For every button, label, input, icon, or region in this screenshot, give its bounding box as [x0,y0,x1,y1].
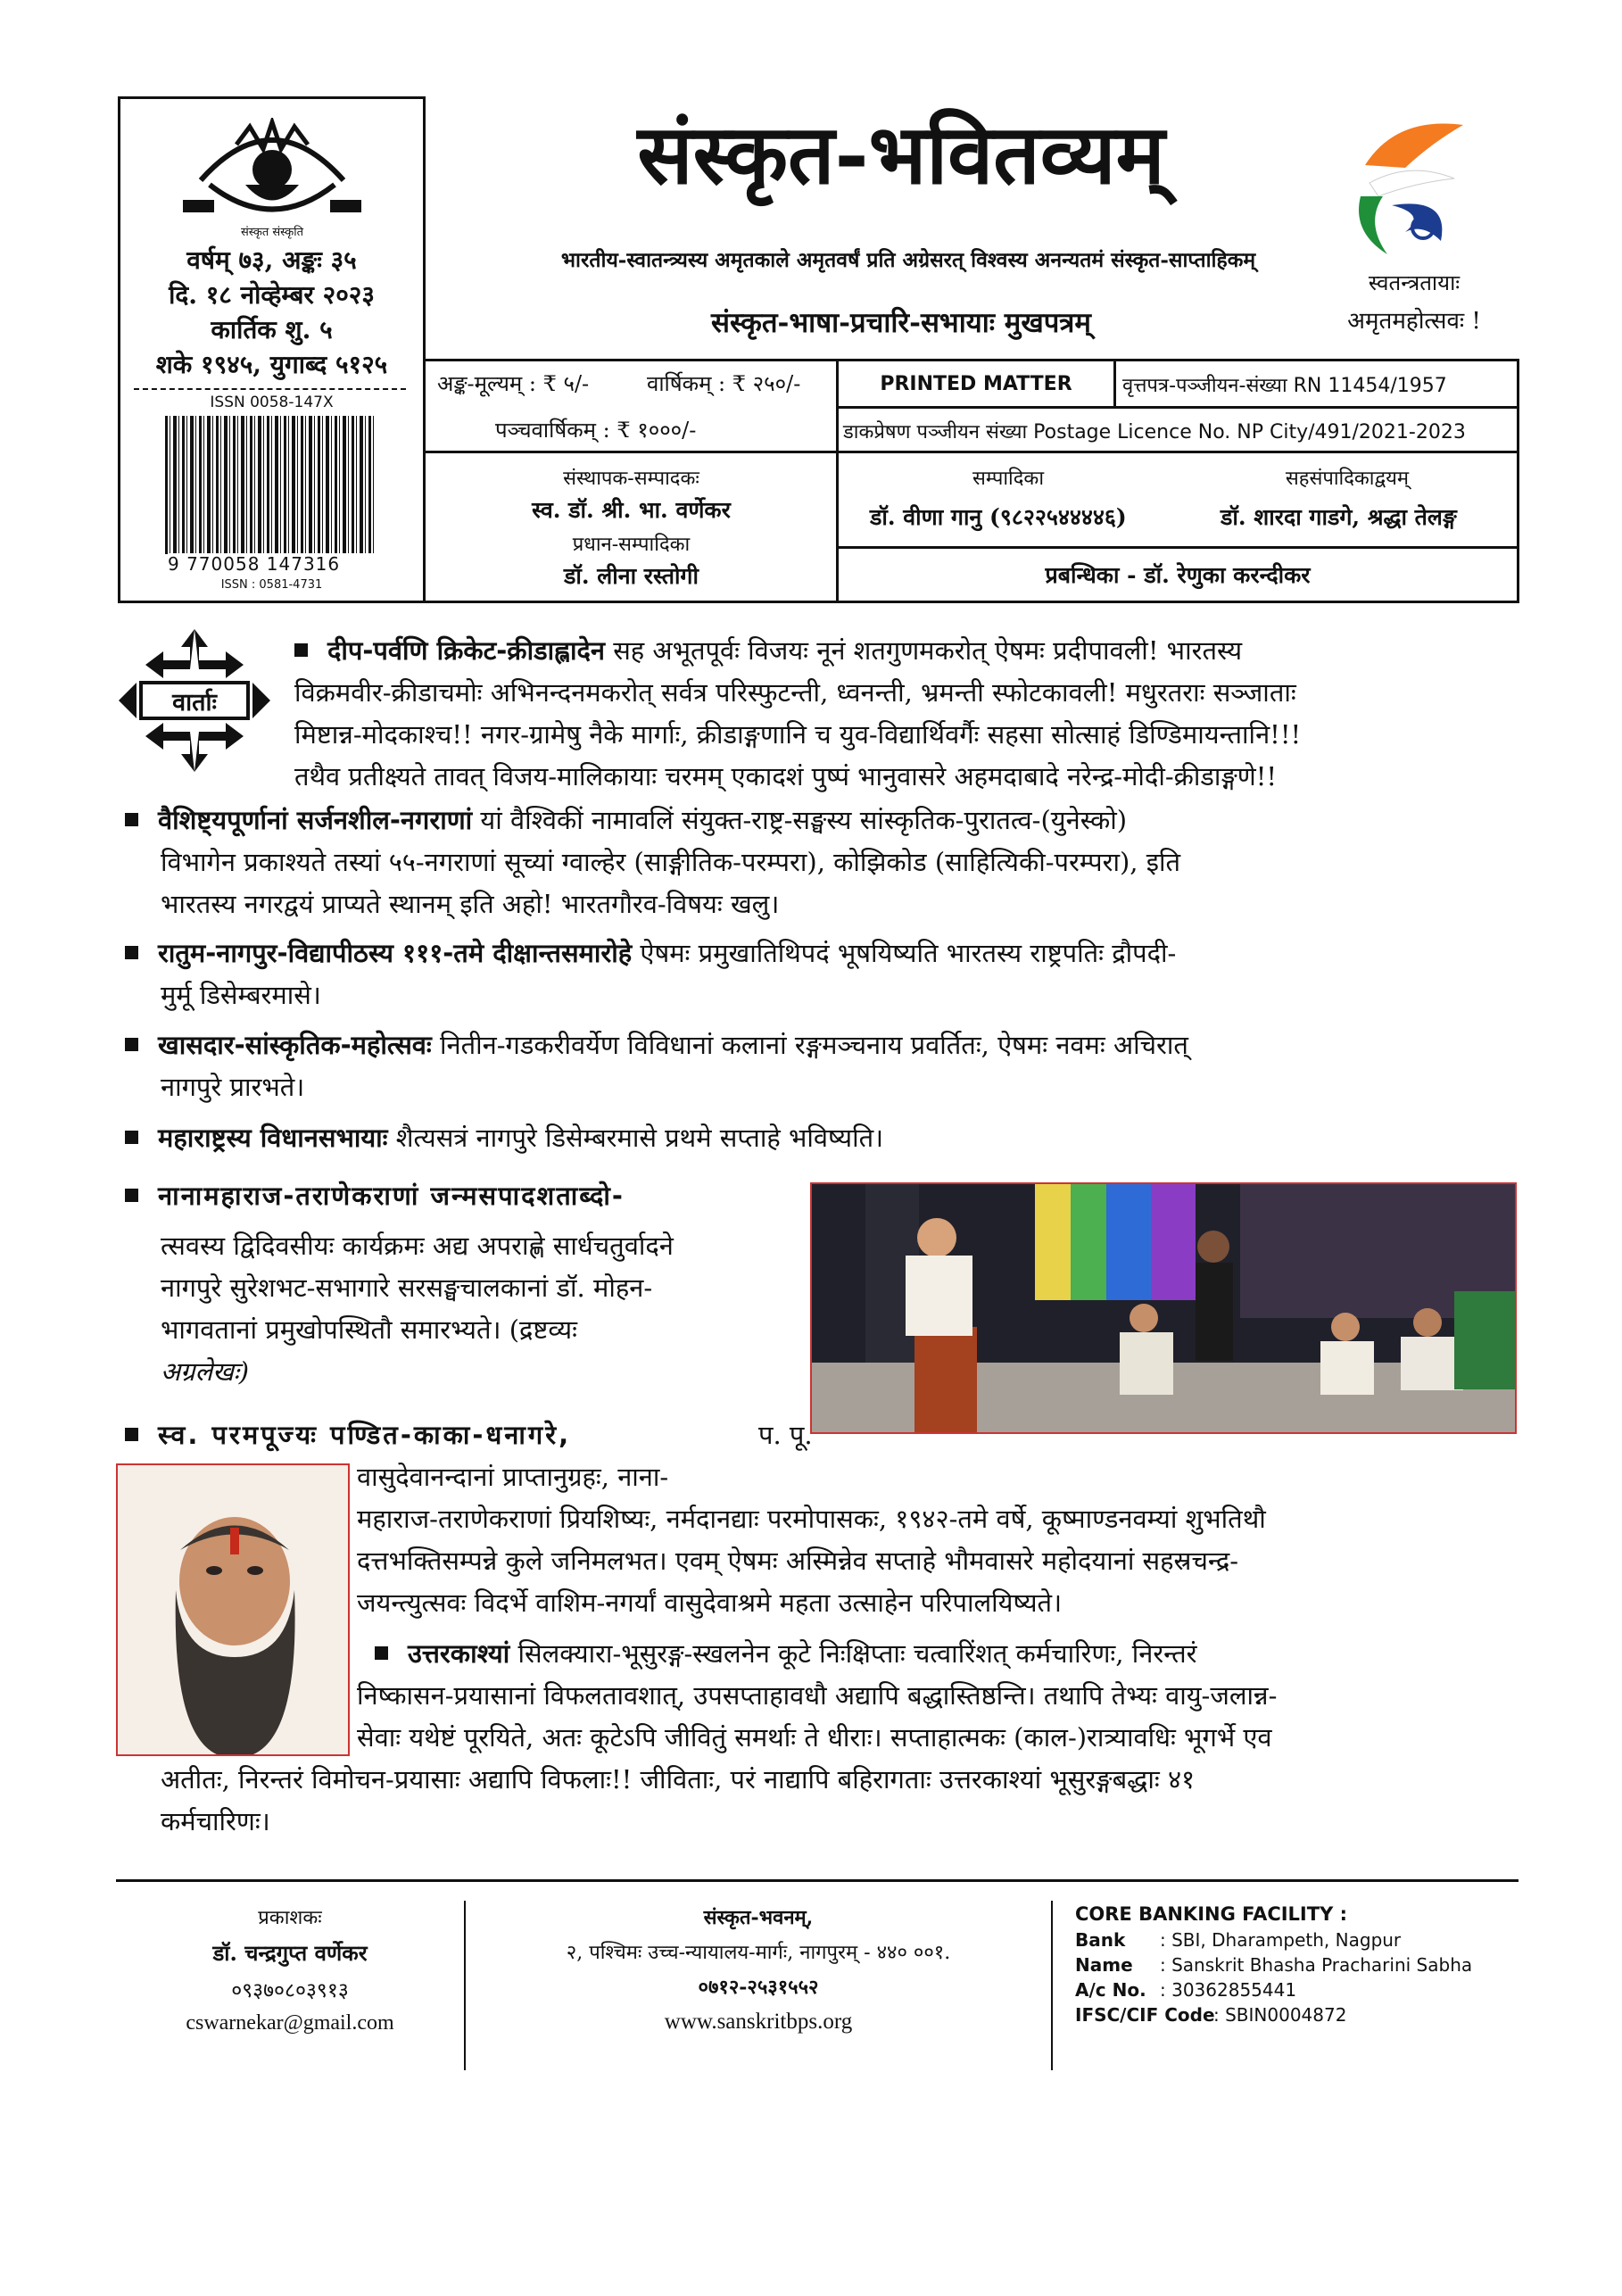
news-text: नागपुरे सुरेशभट-सभागारे सरसङ्घचालकानां डॉ. मोहन- [161,1272,653,1303]
news-headline: वैशिष्ट्यपूर्णानां सर्जनशील-नगराणां [158,805,473,835]
news-text: मिष्टान्न-मोदकाश्च!! नगर-ग्रामेषु नैके मार्गाः, क्रीडाङ्गणानि च युव-विद्यार्थिवर्गैः सहसा सोत्साहं डिण्डिमायन्तानि!!! [294,719,1302,750]
news-headline: दीप-पर्वणि क्रिकेट-क्रीडाह्लादेन [327,635,605,666]
bank-key: Bank [1075,1929,1126,1951]
publisher-email[interactable]: cswarnekar@gmail.com [186,2011,394,2035]
five-year-price: पञ्चवार्षिकम् : ₹ १०००/- [495,418,697,443]
grid-line [1517,359,1519,603]
news-text: मुर्मू डिसेम्बरमासे। [161,980,321,1010]
chief-editor-name: डॉ. लीना रस्तोगी [564,563,699,589]
portrait-photo [116,1463,350,1756]
grid-line [426,451,1519,453]
bullet-icon [125,1428,138,1441]
bank-value: : SBI, Dharampeth, Nagpur [1160,1929,1402,1951]
bullet-icon [125,813,138,826]
news-text: भागवतानां प्रमुखोपस्थितौ समारभ्यते। (द्रष्टव्यः [161,1314,577,1345]
registration-number: वृत्तपत्र-पञ्जीयन-संख्या RN 11454/1957 [1122,375,1447,397]
news-text: नागपुरे प्रारभते। [161,1072,305,1102]
emblem-caption-2: अमृतमहोत्सवः ! [1347,308,1481,335]
grid-line [426,601,1519,603]
news-item [125,1024,1517,1066]
amrit-mahotsav-emblem [1343,98,1477,268]
news-text: तथैव प्रतीक्ष्यते तावत् विजय-मालिकायाः चरमम् एकादशं पुष्पं भानुवासरे अहमदाबादे नरेन्द्र-मोदी-क्रीडाङ्गणे!! [294,761,1278,792]
news-text: कर्मचारिणः। [161,1806,270,1836]
dashed-divider [134,388,406,390]
news-text: भारतस्य नगरद्वयं प्राप्यते स्थानम् इति अहो! भारतगौरव-विषयः खलु। [161,889,780,919]
news-item [125,800,1517,841]
issn-top: ISSN 0058-147X [210,394,334,411]
founder-label: संस्थापक-सम्पादकः [563,468,699,490]
publisher-label: प्रकाशकः [258,1907,322,1929]
annual-price: वार्षिकम् : ₹ २५०/- [647,371,801,396]
manager-name: प्रबन्धिका - डॉ. रेणुका करन्दीकर [1045,562,1311,588]
grid-line [426,359,1519,361]
news-text: सह अभूतपूर्वः विजयः नूनं शतगुणमकरोत् ऐषमः प्रदीपावली! भारतस्य [613,635,1243,666]
news-item [375,1633,1517,1675]
logo-text: संस्कृत संस्कृति [241,226,303,239]
name-value: : Sanskrit Bhasha Pracharini Sabha [1160,1954,1473,1976]
news-text: वासुदेवानन्दानां प्राप्तानुग्रहः, नाना- [357,1462,669,1492]
bullet-icon [125,1038,138,1051]
news-text: शैत्यसत्रं नागपुरे डिसेम्बरमासे प्रथमे सप्ताहे भविष्यति। [395,1123,884,1153]
barcode [165,416,375,554]
issue-tithi: कार्तिक शु. ५ [211,315,333,344]
publisher-name: डॉ. चन्द्रगुप्त वर्णेकर [212,1940,368,1966]
news-headline: महाराष्ट्रस्य विधानसभायाः [158,1123,388,1153]
bullet-icon [125,1131,138,1144]
news-item [125,1414,803,1456]
news-badge-label: वार्ताः [172,689,217,717]
news-headline: नानामहाराज-तराणेकराणां जन्मसपादशताब्दो- [158,1181,625,1211]
footer-divider [1051,1901,1053,2070]
news-text: त्सवस्य द्विदिवसीयः कार्यक्रमः अद्य अपराह्णे सार्धचतुर्वादने [161,1231,674,1261]
news-item [125,1117,1517,1159]
news-text: जयन्त्युत्सवः विदर्भे वाशिम-नगर्यां वासुदेवाश्रमे महता उत्साहेन परिपालयिष्यते। [357,1587,1063,1618]
barcode-number: 9 770058 147316 [168,553,382,575]
issue-era: शके १९४५, युगाब्द ५१२५ [155,350,388,379]
news-text: ऐषमः प्रमुखातिथिपदं भूषयिष्यति भारतस्य राष्ट्रपतिः द्रौपदी- [640,938,1177,968]
news-text: विक्रमवीर-क्रीडाचमोः अभिनन्दनमकरोत् सर्वत्र परिस्फुटन्ती, ध्वनन्ती, भ्रमन्ती स्फोटकावली! मधुरतराः सञ्जाताः [294,677,1296,708]
issn-bottom: ISSN : 0581-4731 [220,578,323,592]
publication-logo [183,118,361,238]
masthead-title: संस्कृत-भवितव्यम् [637,106,1165,203]
bullet-icon [375,1646,388,1660]
news-text: नितीन-गडकरीवर्येण विविधानां कलानां रङ्गमञ्चनाय प्रवर्तितः, ऐषमः नवमः अचिरात् [440,1030,1188,1060]
co-editor-names: डॉ. शारदा गाडगे, श्रद्धा तेलङ्ग [1221,504,1457,530]
issue-price: अङ्क-मूल्यम् : ₹ ५/- [437,371,590,396]
footer-rule [116,1879,1519,1882]
printed-matter: PRINTED MATTER [880,373,1072,395]
emblem-caption-1: स्वतन्त्रतायाः [1368,270,1461,295]
grid-line [1113,361,1116,406]
event-photo [810,1182,1517,1434]
editor-name: डॉ. वीणा गानु (९८२२५४४४४६) [870,504,1127,530]
bullet-icon [294,643,308,657]
news-text: अतीतः, निरन्तरं विमोचन-प्रयासाः अद्यापि विफलाः!! जीविताः, परं नाद्यापि बहिरागताः उत्तरकाश्यां भूसुरङ्गबद्धाः ४१ [161,1764,1196,1795]
news-text: सेवाः यथेष्टं पूरयिते, अतः कूटेऽपि जीवितुं समर्थाः ते धीराः। सप्ताहात्मकः (काल-)रात्र्यावधिः भूगर्भे एव [357,1722,1272,1753]
news-text: विभागेन प्रकाश्यते तस्यां ५५-नगराणां सूच्यां ग्वाल्हेर (साङ्गीतिक-परम्परा), कोझिकोड (साहित्यिकी-परम्परा), इति [161,847,1181,877]
news-text: महाराज-तराणेकराणां प्रियशिष्यः, नर्मदानद्याः परमोपासकः, १९४२-तमे वर्षे, कूष्माण्डनवम्यां शुभतिथौ [357,1504,1266,1534]
news-text: यां वैश्विकीं नामावलिं संयुक्त-राष्ट्र-सङ्घस्य सांस्कृतिक-पुरातत्व-(युनेस्को) [480,805,1128,835]
editor-label: सम्पादिका [972,468,1045,490]
news-text: अग्रलेखः) [161,1356,250,1387]
news-item [125,1175,803,1217]
name-key: Name [1075,1954,1133,1976]
news-headline: रातुम-नागपुर-विद्यापीठस्य १११-तमे दीक्षान्तसमारोहे [158,938,633,968]
masthead-tagline: भारतीय-स्वातन्त्र्यस्य अमृतकाले अमृतवर्षं प्रति अग्रेसरत् विश्वस्य अनन्यतमं संस्कृत-साप्ताहिकम् [560,248,1256,272]
account-key: A/c No. [1075,1979,1146,2001]
account-value: : 30362855441 [1160,1979,1297,2001]
website-link[interactable]: www.sanskritbps.org [664,2010,853,2034]
news-item [294,630,1517,672]
co-editor-label: सहसंपादिकाद्वयम् [1285,468,1410,490]
news-text: प. पू. [758,1420,813,1450]
bullet-icon [125,1189,138,1202]
ifsc-key: IFSC/CIF Code [1075,2004,1215,2026]
grid-line [836,406,1519,409]
masthead-organ: संस्कृत-भाषा-प्रचारि-सभायाः मुखपत्रम् [711,307,1091,339]
news-text: सिलक्यारा-भूसुरङ्ग-स्खलनेन कूटे निःक्षिप्ताः चत्वारिंशत् कर्मचारिणः, निरन्तरं [517,1638,1197,1669]
news-item [125,932,1517,974]
publisher-phone: ०९३७०८०३९१३ [231,1979,349,2002]
news-headline: उत्तरकाश्यां [408,1638,510,1669]
founder-name: स्व. डॉ. श्री. भा. वर्णेकर [532,497,731,523]
news-headline: खासदार-सांस्कृतिक-महोत्सवः [158,1030,432,1060]
postal-licence: डाकप्रेषण पञ्जीयन संख्या Postage Licence No. NP City/491/2021-2023 [843,421,1466,443]
bullet-icon [125,946,138,959]
ifsc-value: : SBIN0004872 [1213,2004,1347,2026]
bank-title: CORE BANKING FACILITY : [1075,1903,1347,1925]
news-text: दत्तभक्तिसम्पन्ने कुले जनिमलभत। एवम् ऐषमः अस्मिन्नेव सप्ताहे भौमवासरे महोदयानां सहस्रचन्द्र- [357,1546,1239,1576]
office-phone: ०७१२-२५३१५५२ [698,1976,819,1999]
office-name: संस्कृत-भवनम्, [703,1906,814,1929]
chief-editor-label: प्रधान-सम्पादिका [572,534,691,556]
issue-date: दि. १८ नोव्हेम्बर २०२३ [169,280,375,310]
office-address: २, पश्चिमः उच्च-न्यायालय-मार्गः, नागपुरम् - ४४० ००१. [566,1942,951,1964]
issue-volume: वर्षम् ७३, अङ्कः ३५ [186,245,357,275]
news-headline: स्व. परमपूज्यः पण्डित-काका-धनागरे, [158,1420,572,1450]
grid-line [836,546,1519,549]
news-text: निष्कासन-प्रयासानां विफलतावशात्, उपसप्ताहावधौ अद्यापि बद्धास्तिष्ठन्ति। तथापि तेभ्यः वायु-जलान्न- [357,1680,1278,1711]
